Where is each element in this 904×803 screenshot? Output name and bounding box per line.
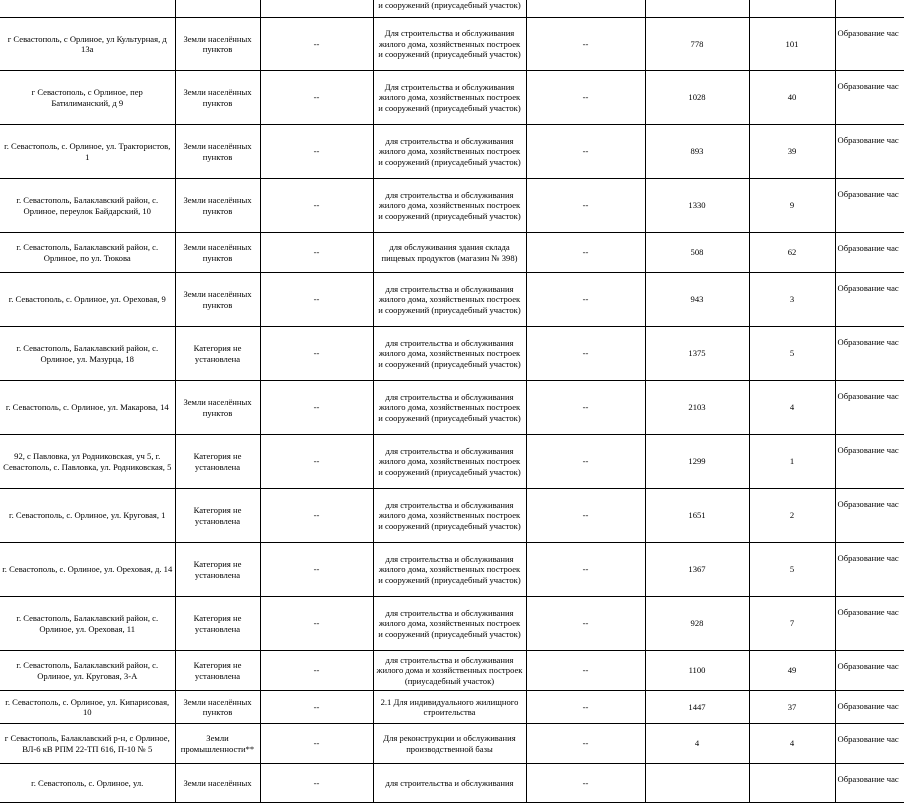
cell-purpose: для строительства и обслуживания жилого дома, хозяйственных построек и сооружений (приусадебный участок) [373, 435, 526, 489]
cell-dash: -- [526, 724, 645, 764]
cell-purpose: для строительства и обслуживания жилого дома, хозяйственных построек и сооружений (приусадебный участок) [373, 125, 526, 179]
cell-area: 1367 [645, 543, 749, 597]
cell-count: 39 [749, 125, 835, 179]
cell-dash: -- [260, 273, 373, 327]
cell-area: 1299 [645, 435, 749, 489]
cell-area [645, 764, 749, 803]
cell-category [175, 0, 260, 18]
cell-purpose: для строительства и обслуживания жилого дома, хозяйственных построек и сооружений (приусадебный участок) [373, 597, 526, 651]
cell-count: 9 [749, 179, 835, 233]
cell-address: г. Севастополь, Балаклавский район, с. Орлиное, ул. Ореховая, 11 [0, 597, 175, 651]
cell-dash: -- [260, 71, 373, 125]
cell-address: г Севастополь, Балаклавский р-н, с Орлиное, ВЛ-6 кВ РПМ 22-ТП 616, П-10 № 5 [0, 724, 175, 764]
cell-dash: -- [526, 71, 645, 125]
cell-note: Образование час [835, 71, 904, 125]
cell-address: г. Севастополь, с. Орлиное, ул. Ореховая, д. 14 [0, 543, 175, 597]
cell-dash: -- [526, 764, 645, 803]
cell-address: г Севастополь, с Орлиное, ул Культурная, д 13а [0, 18, 175, 71]
cell-dash: -- [260, 327, 373, 381]
cell-dash: -- [260, 18, 373, 71]
cell-note: Образование час [835, 179, 904, 233]
cell-dash: -- [260, 125, 373, 179]
cell-category: Категория не установлена [175, 327, 260, 381]
cell-note: Образование час [835, 651, 904, 691]
cell-note: Образование час [835, 543, 904, 597]
cell-count: 62 [749, 233, 835, 273]
cell-count: 101 [749, 18, 835, 71]
table-row [0, 18, 904, 71]
cell-count: 5 [749, 543, 835, 597]
cell-note: Образование час [835, 597, 904, 651]
cell-note: Образование час [835, 327, 904, 381]
cell-dash: -- [260, 179, 373, 233]
cell-purpose: для строительства и обслуживания жилого дома и хозяйственных построек (приусадебный участок) [373, 651, 526, 691]
table-row [0, 489, 904, 543]
cell-address: г. Севастополь, с. Орлиное, ул. Кипарисовая, 10 [0, 691, 175, 724]
cell-dash: -- [260, 764, 373, 803]
cell-note: Образование час [835, 273, 904, 327]
cell-purpose: для строительства и обслуживания жилого дома, хозяйственных построек и сооружений (приусадебный участок) [373, 327, 526, 381]
table-row [0, 381, 904, 435]
table-row [0, 691, 904, 724]
cell-category: Категория не установлена [175, 651, 260, 691]
table-row [0, 233, 904, 273]
cell-address: г. Севастополь, с. Орлиное, ул. [0, 764, 175, 803]
cell-note: Образование час [835, 233, 904, 273]
table-row-partial [0, 0, 904, 18]
cell-dash: -- [526, 233, 645, 273]
table-row [0, 597, 904, 651]
cell-purpose: для строительства и обслуживания жилого дома, хозяйственных построек и сооружений (приусадебный участок) [373, 179, 526, 233]
cell-note: Образование час [835, 18, 904, 71]
table-row [0, 71, 904, 125]
table-row [0, 327, 904, 381]
cell-dash: -- [526, 543, 645, 597]
cell-area: 2103 [645, 381, 749, 435]
cell-dash: -- [260, 233, 373, 273]
cell-dash [260, 0, 373, 18]
cell-area: 1330 [645, 179, 749, 233]
cell-note: Образование час [835, 381, 904, 435]
cell-dash: -- [526, 651, 645, 691]
cell-purpose: 2.1 Для индивидуального жилищного строительства [373, 691, 526, 724]
table-row [0, 764, 904, 803]
table-row [0, 435, 904, 489]
cell-dash: -- [526, 125, 645, 179]
cell-category: Категория не установлена [175, 489, 260, 543]
cell-address: г. Севастополь, с. Орлиное, ул. Трактористов, 1 [0, 125, 175, 179]
cell-note: Образование час [835, 691, 904, 724]
cell-address: г. Севастополь, с. Орлиное, ул. Круговая, 1 [0, 489, 175, 543]
cell-purpose: для строительства и обслуживания жилого дома, хозяйственных построек и сооружений (приусадебный участок) [373, 489, 526, 543]
cell-note: Образование час [835, 125, 904, 179]
cell-address: г. Севастополь, Балаклавский район, с. Орлиное, ул. Круговая, 3-А [0, 651, 175, 691]
cell-purpose: для обслуживания здания склада пищевых продуктов (магазин № 398) [373, 233, 526, 273]
table-row [0, 273, 904, 327]
cell-category: Земли населённых пунктов [175, 233, 260, 273]
cell-dash: -- [260, 691, 373, 724]
cell-purpose: и сооружений (приусадебный участок) [373, 0, 526, 18]
table-row [0, 543, 904, 597]
cell-purpose: Для строительства и обслуживания жилого дома, хозяйственных построек и сооружений (приусадебный участок) [373, 71, 526, 125]
cell-category: Земли населённых пунктов [175, 273, 260, 327]
cell-dash: -- [526, 381, 645, 435]
cell-dash: -- [260, 597, 373, 651]
cell-area: 893 [645, 125, 749, 179]
cell-count: 2 [749, 489, 835, 543]
cell-note: Образование час [835, 489, 904, 543]
cell-category: Земли промышленности** [175, 724, 260, 764]
cell-dash: -- [526, 597, 645, 651]
cell-area: 1100 [645, 651, 749, 691]
cell-address: г. Севастополь, Балаклавский район, с. Орлиное, ул. Мазурца, 18 [0, 327, 175, 381]
cell-dash: -- [526, 327, 645, 381]
cell-count: 4 [749, 724, 835, 764]
cell-dash: -- [526, 691, 645, 724]
cell-count: 1 [749, 435, 835, 489]
cell-dash: -- [526, 273, 645, 327]
cell-address: 92, с Павловка, ул Родниковская, уч 5, г. Севастополь, с. Павловка, ул. Родниковская, 5 [0, 435, 175, 489]
cell-dash: -- [260, 435, 373, 489]
cell-note: Образование час [835, 764, 904, 803]
cell-area: 1028 [645, 71, 749, 125]
cell-area: 508 [645, 233, 749, 273]
cell-purpose: для строительства и обслуживания [373, 764, 526, 803]
cell-dash: -- [526, 179, 645, 233]
cell-purpose: Для реконструкции и обслуживания производственной базы [373, 724, 526, 764]
table-row [0, 125, 904, 179]
cell-category: Земли населённых пунктов [175, 71, 260, 125]
cell-dash [526, 0, 645, 18]
cell-category: Земли населённых пунктов [175, 125, 260, 179]
cell-dash: -- [260, 381, 373, 435]
cell-count: 3 [749, 273, 835, 327]
cell-dash: -- [526, 18, 645, 71]
cell-purpose: для строительства и обслуживания жилого дома, хозяйственных построек и сооружений (приусадебный участок) [373, 381, 526, 435]
cell-dash: -- [260, 489, 373, 543]
cell-count: 4 [749, 381, 835, 435]
cell-area: 4 [645, 724, 749, 764]
cell-address: г Севастополь, с Орлиное, пер Батилиманский, д 9 [0, 71, 175, 125]
cell-category: Земли населённых пунктов [175, 381, 260, 435]
cell-dash: -- [526, 489, 645, 543]
cell-category: Земли населённых пунктов [175, 18, 260, 71]
cell-area: 778 [645, 18, 749, 71]
cell-area: 1651 [645, 489, 749, 543]
cell-count: 37 [749, 691, 835, 724]
cell-category: Земли населённых [175, 764, 260, 803]
cell-area: 928 [645, 597, 749, 651]
cell-area [645, 0, 749, 18]
cell-count: 5 [749, 327, 835, 381]
cell-purpose: Для строительства и обслуживания жилого дома, хозяйственных построек и сооружений (приусадебный участок) [373, 18, 526, 71]
cell-area: 1375 [645, 327, 749, 381]
cell-dash: -- [526, 435, 645, 489]
cell-area: 1447 [645, 691, 749, 724]
cell-dash: -- [260, 651, 373, 691]
cell-count: 49 [749, 651, 835, 691]
cell-count: 7 [749, 597, 835, 651]
cell-purpose: для строительства и обслуживания жилого дома, хозяйственных построек и сооружений (приусадебный участок) [373, 543, 526, 597]
cell-purpose: для строительства и обслуживания жилого дома, хозяйственных построек и сооружений (приусадебный участок) [373, 273, 526, 327]
cell-address [0, 0, 175, 18]
cell-note: Образование час [835, 724, 904, 764]
table-row [0, 651, 904, 691]
cell-area: 943 [645, 273, 749, 327]
cell-address: г. Севастополь, Балаклавский район, с. Орлиное, переулок Байдарский, 10 [0, 179, 175, 233]
table-row [0, 179, 904, 233]
cell-dash: -- [260, 543, 373, 597]
cell-count [749, 0, 835, 18]
cell-category: Земли населённых пунктов [175, 691, 260, 724]
cell-note: Образование час [835, 435, 904, 489]
cell-category: Земли населённых пунктов [175, 179, 260, 233]
cell-category: Категория не установлена [175, 597, 260, 651]
table-row [0, 724, 904, 764]
cell-count: 40 [749, 71, 835, 125]
cell-address: г. Севастополь, Балаклавский район, с. Орлиное, по ул. Тюкова [0, 233, 175, 273]
cell-address: г. Севастополь, с. Орлиное, ул. Макарова, 14 [0, 381, 175, 435]
cell-count [749, 764, 835, 803]
cell-category: Категория не установлена [175, 543, 260, 597]
cell-dash: -- [260, 724, 373, 764]
cell-category: Категория не установлена [175, 435, 260, 489]
cell-address: г. Севастополь, с. Орлиное, ул. Ореховая, 9 [0, 273, 175, 327]
cell-note [835, 0, 904, 18]
